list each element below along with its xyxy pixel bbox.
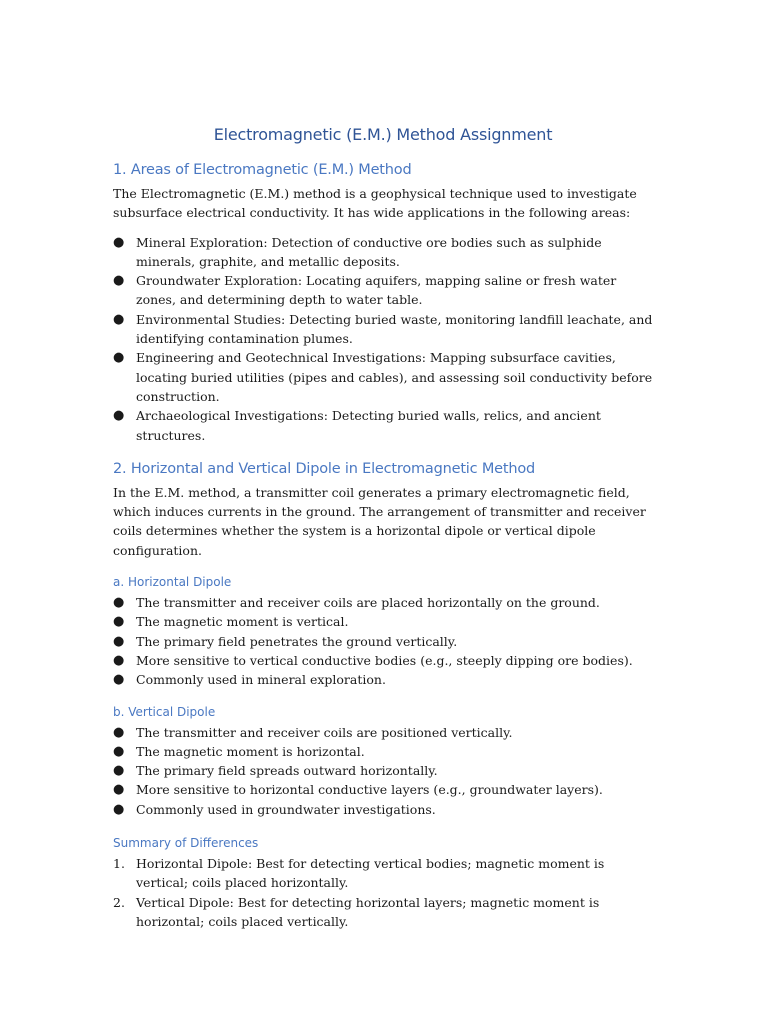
document-title: Electromagnetic (E.M.) Method Assignment (213, 125, 553, 144)
bullet-icon: ● (113, 672, 125, 688)
summary-heading: Summary of Differences (113, 836, 259, 851)
bullet-icon: ● (113, 633, 125, 649)
bullet-icon: ● (113, 234, 125, 250)
list-item: ● The primary field spreads outward horizontally. (113, 761, 653, 780)
list-item: ● The primary field penetrates the ground vertically. (113, 632, 653, 651)
vertical-dipole-list (113, 723, 653, 819)
bullet-icon: ● (113, 763, 125, 779)
list-item: ● Groundwater Exploration: Locating aquifers, mapping saline or fresh water zones, and determining depth to water table. (113, 273, 617, 308)
list-item: ● The transmitter and receiver coils are placed horizontally on the ground. (113, 593, 653, 612)
list-item: 1. Horizontal Dipole: Best for detecting vertical bodies; magnetic moment is vertical; coils placed horizontally. (113, 856, 605, 891)
summary-list (113, 854, 653, 931)
list-item: 2. Vertical Dipole: Best for detecting horizontal layers; magnetic moment is horizontal; coils placed vertically. (113, 894, 600, 929)
list-item: ● Mineral Exploration: Detection of conductive ore bodies such as sulphide minerals, graphite, and metallic deposits. (113, 234, 602, 269)
bullet-icon: ● (113, 724, 125, 740)
bullet-icon: ● (113, 801, 125, 817)
bullet-icon: ● (113, 782, 125, 798)
bullet-icon: ● (113, 350, 125, 366)
bullet-icon: ● (113, 614, 125, 630)
horizontal-dipole-heading: a. Horizontal Dipole (113, 575, 232, 590)
bullet-icon: ● (113, 652, 125, 668)
areas-list (113, 233, 653, 445)
bullet-icon: ● (113, 311, 125, 327)
list-item: ● More sensitive to horizontal conductive layers (e.g., groundwater layers). (113, 780, 653, 799)
bullet-icon: ● (113, 273, 125, 289)
list-item: ● Environmental Studies: Detecting buried waste, monitoring landfill leachate, and identifying contamination plumes. (113, 311, 653, 347)
section-2-heading: 2. Horizontal and Vertical Dipole in Electromagnetic Method (113, 460, 536, 477)
horizontal-dipole-list (113, 593, 653, 689)
list-item: ● The magnetic moment is vertical. (113, 612, 653, 631)
bullet-icon: ● (113, 595, 125, 611)
list-item: ● Engineering and Geotechnical Investigations: Mapping subsurface cavities, locating buried utilities (pipes and cables), and assessing soil conductivity before construction. (113, 350, 653, 404)
section-2-intro: In the E.M. method, a transmitter coil generates a primary electromagnetic field, which induces currents in the ground. The arrangement of transmitter and receiver coils determines whether the system is a horizontal dipole or vertical dipole configuration. (113, 484, 646, 558)
list-number: 1. (113, 856, 125, 872)
bullet-icon: ● (113, 743, 125, 759)
vertical-dipole-heading: b. Vertical Dipole (113, 704, 216, 719)
list-item: ● The transmitter and receiver coils are positioned vertically. (113, 723, 653, 742)
bullet-icon: ● (113, 408, 125, 424)
section-1-heading: 1. Areas of Electromagnetic (E.M.) Method (113, 162, 412, 178)
list-item: ● Archaeological Investigations: Detecting buried walls, relics, and ancient structures. (113, 408, 601, 443)
section-1-intro: The Electromagnetic (E.M.) method is a geophysical technique used to investigate subsurface electrical conductivity. It has wide applications in the following areas: (113, 186, 637, 221)
list-item: ● Commonly used in mineral exploration. (113, 670, 653, 689)
document-body (113, 124, 653, 931)
list-item: ● The magnetic moment is horizontal. (113, 742, 653, 761)
list-item: ● More sensitive to vertical conductive bodies (e.g., steeply dipping ore bodies). (113, 651, 653, 670)
list-item: ● Commonly used in groundwater investigations. (113, 800, 653, 819)
list-number: 2. (113, 894, 125, 910)
